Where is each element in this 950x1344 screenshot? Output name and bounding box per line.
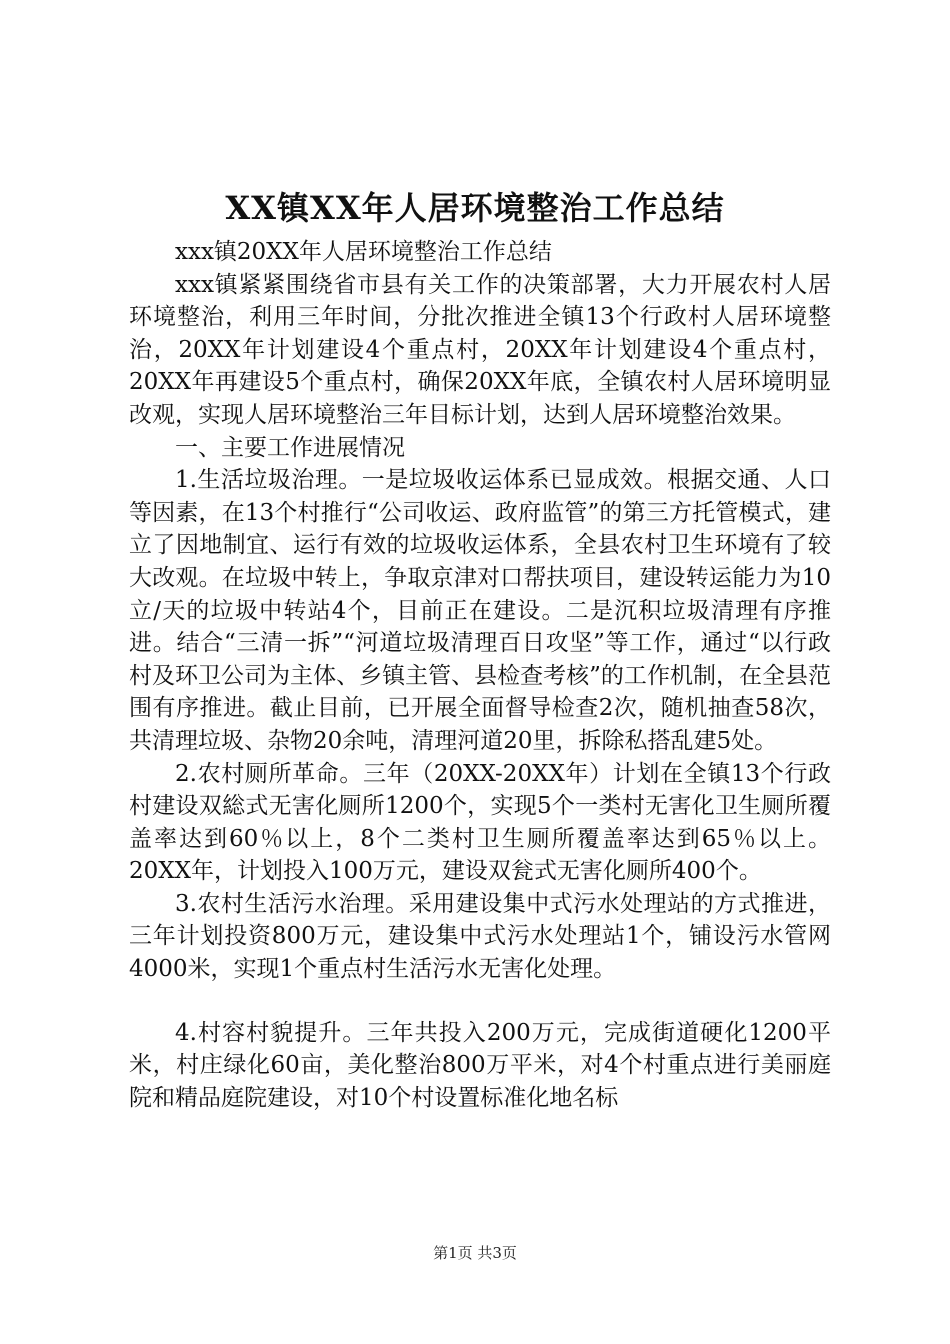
paragraph-intro: xxx镇紧紧围绕省市县有关工作的决策部署，大力开展农村人居环境整治，利用三年时间，分批次推进全镇13个行政村人居环境整治，20XX年计划建设4个重点村，20XX年计划建设4个重点村，20XX年再建设5个重点村，确保20XX年底，全镇农村人居环境明显改观，实现人居环境整治三年目标计划，达到人居环境整治效果。	[129, 271, 831, 428]
section-heading: 一、主要工作进展情况	[175, 434, 405, 461]
page-footer: 第1页 共3页	[433, 1244, 517, 1262]
paragraph-garbage: 1.生活垃圾治理。一是垃圾收运体系已显成效。根据交通、人口等因素，在13个村推行“公司收运、政府监管”的第三方托管模式，建立了因地制宜、运行有效的垃圾收运体系，全县农村卫生环境有了较大改观。在垃圾中转上，争取京津对口帮扶项目，建设转运能力为10立/天的垃圾中转站4个，目前正在建设。二是沉积垃圾清理有序推进。结合“三清一拆”“河道垃圾清理百日攻坚”等工作，通过“以行政村及环卫公司为主体、乡镇主管、县检查考核”的工作机制，在全县范围有序推进。截止目前，已开展全面督导检查2次，随机抽查58次，共清理垃圾、杂物20余吨，清理河道20里，拆除私搭乱建5处。	[129, 467, 831, 754]
document-title: XX镇XX年人居环境整治工作总结	[225, 189, 725, 227]
document-body	[129, 236, 831, 1114]
paragraph-toilet: 2.农村厕所革命。三年（20XX-20XX年）计划在全镇13个行政村建设双総式无害化厕所1200个，实现5个一类村无害化卫生厕所覆盖率达到60％以上，8个二类村卫生厕所覆盖率达到65％以上。20XX年，计划投入100万元，建设双瓮式无害化厕所400个。	[129, 760, 831, 885]
paragraph-subtitle: xxx镇20XX年人居环境整治工作总结	[175, 239, 552, 265]
paragraph-sewage: 3.农村生活污水治理。采用建设集中式污水处理站的方式推进，三年计划投资800万元，建设集中式污水处理站1个，铺设污水管网4000米，实现1个重点村生活污水无害化处理。	[129, 890, 831, 983]
paragraph-village: 4.村容村貌提升。三年共投入200万元，完成街道硬化1200平米，村庄绿化60亩，美化整治800万平米，对4个村重点进行美丽庭院和精品庭院建设，对10个村设置标准化地名标	[129, 1019, 831, 1111]
